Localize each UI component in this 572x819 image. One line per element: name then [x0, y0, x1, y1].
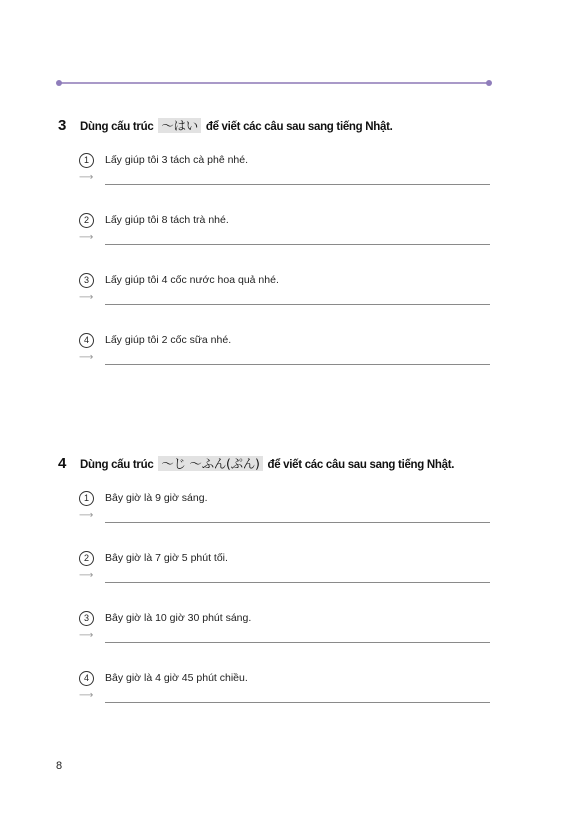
item-prompt: Bây giờ là 7 giờ 5 phút tối. — [105, 552, 228, 564]
arrow-icon: ⟶ — [79, 690, 94, 701]
answer-line[interactable] — [105, 582, 490, 583]
divider-dot-left — [56, 80, 62, 86]
exercise-number: 4 — [58, 454, 67, 472]
arrow-icon: ⟶ — [79, 510, 94, 521]
arrow-icon: ⟶ — [79, 292, 94, 303]
arrow-icon: ⟶ — [79, 352, 94, 363]
answer-line[interactable] — [105, 522, 490, 523]
item-prompt: Bây giờ là 9 giờ sáng. — [105, 492, 208, 504]
exercise-item — [79, 153, 499, 205]
item-number-circle: 2 — [79, 551, 94, 566]
grammar-pattern: 〜はい — [158, 118, 201, 133]
answer-line[interactable] — [105, 184, 490, 185]
exercise-item — [79, 333, 499, 385]
arrow-icon: ⟶ — [79, 630, 94, 641]
header-divider — [58, 82, 490, 84]
grammar-pattern: 〜じ 〜ふん(ぷん) — [158, 456, 262, 471]
exercise-number: 3 — [58, 116, 67, 134]
exercise-item — [79, 213, 499, 265]
item-number-circle: 2 — [79, 213, 94, 228]
exercise-section-4 — [58, 453, 498, 701]
exercise-instruction: Dùng cấu trúc 〜じ 〜ふん(ぷん) để viết các câu sau sang tiếng Nhật. — [80, 456, 455, 471]
arrow-icon: ⟶ — [79, 570, 94, 581]
exercise-section-3 — [58, 115, 498, 363]
item-prompt: Bây giờ là 10 giờ 30 phút sáng. — [105, 612, 252, 624]
item-number-circle: 3 — [79, 273, 94, 288]
exercise-heading — [58, 115, 498, 135]
answer-line[interactable] — [105, 244, 490, 245]
arrow-icon: ⟶ — [79, 172, 94, 183]
item-prompt: Lấy giúp tôi 4 cốc nước hoa quả nhé. — [105, 274, 279, 286]
item-number-circle: 1 — [79, 153, 94, 168]
answer-line[interactable] — [105, 642, 490, 643]
exercise-item — [79, 671, 499, 723]
answer-line[interactable] — [105, 304, 490, 305]
exercise-item — [79, 551, 499, 603]
answer-line[interactable] — [105, 364, 490, 365]
exercise-item — [79, 611, 499, 663]
answer-line[interactable] — [105, 702, 490, 703]
item-prompt: Bây giờ là 4 giờ 45 phút chiều. — [105, 672, 248, 684]
exercise-item — [79, 491, 499, 543]
exercise-item — [79, 273, 499, 325]
item-number-circle: 4 — [79, 333, 94, 348]
item-prompt: Lấy giúp tôi 8 tách trà nhé. — [105, 214, 229, 226]
arrow-icon: ⟶ — [79, 232, 94, 243]
item-prompt: Lấy giúp tôi 3 tách cà phê nhé. — [105, 154, 249, 166]
item-prompt: Lấy giúp tôi 2 cốc sữa nhé. — [105, 334, 232, 346]
item-number-circle: 4 — [79, 671, 94, 686]
divider-dot-right — [486, 80, 492, 86]
exercise-instruction: Dùng cấu trúc 〜はい để viết các câu sau sang tiếng Nhật. — [80, 118, 393, 133]
item-number-circle: 1 — [79, 491, 94, 506]
page-number: 8 — [56, 760, 63, 772]
exercise-heading — [58, 453, 498, 473]
item-number-circle: 3 — [79, 611, 94, 626]
